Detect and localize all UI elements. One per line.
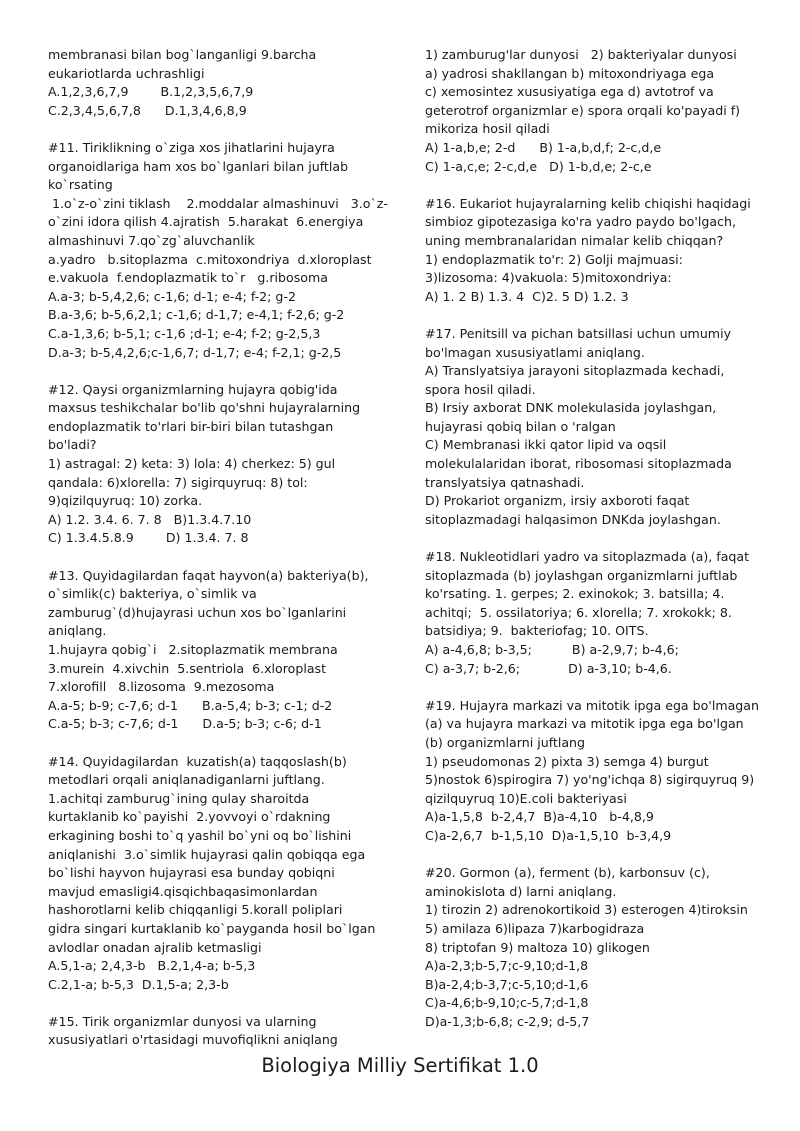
text-line: #13. Quyidagilardan faqat hayvon(a) bakteriya(b), [48,567,369,583]
text-line: C.2,3,4,5,6,7,8 D.1,3,4,6,8,9 [48,102,247,118]
text-line: A)a-1,5,8 b-2,4,7 B)a-4,10 b-4,8,9 [425,809,654,825]
text-line: 8) triptofan 9) maltoza 10) glikogen [425,939,650,955]
text-line: C) 1.3.4.5.8.9 D) 1.3.4. 7. 8 [48,530,249,546]
text-line: batsidiya; 9. bakteriofag; 10. OITS. [425,623,649,639]
text-line: (a) va hujayra markazi va mitotik ipga ega bo'lgan [425,716,744,732]
text-line: #18. Nukleotidlari yadro va sitoplazmada (a), faqat [425,549,750,565]
paragraph-gap [425,529,770,548]
text-line: qandala: 6)xlorella: 7) sigirquyruq: 8) tol: [48,474,308,490]
paragraph-gap [48,994,388,1013]
text-line: A) 1-a,b,e; 2-d B) 1-a,b,d,f; 2-c,d,e [425,139,662,155]
text-line: spora hosil qiladi. [425,381,536,397]
text-line: zamburug`(d)hujayrasi uchun xos bo`lganlarini [48,604,347,620]
text-line: endoplazmatik to'rlari bir-biri bilan tutashgan [48,418,334,434]
text-line: e.vakuola f.endoplazmatik to`r g.ribosoma [48,270,328,286]
text-line: translyatsiya qatnashadi. [425,474,585,490]
text-line: 5)nostok 6)spirogira 7) yo'ng'ichqa 8) sigirquyruq 9) [425,772,755,788]
text-line: 1) endoplazmatik to'r: 2) Golji majmuasi: [425,251,683,267]
text-line: 3)lizosoma: 4)vakuola: 5)mitoxondriya: [425,270,672,286]
text-line: gidra singari kurtaklanib ko`payganda hosil bo`lgan [48,920,376,936]
text-line: hashorotlarni kelib chiqqanligi 5.korall poliplari [48,902,343,918]
text-line: 1) zamburug'lar dunyosi 2) bakteriyalar dunyosi [425,47,737,62]
text-line: C.a-1,3,6; b-5,1; c-1,6 ;d-1; e-4; f-2; g-2,5,3 [48,325,321,341]
text-line: 1) pseudomonas 2) pixta 3) semga 4) burgut [425,753,709,769]
text-line: A) 1.2. 3.4. 6. 7. 8 B)1.3.4.7.10 [48,511,252,527]
text-line: organoidlariga ham xos bo`lganlari bilan juftlab [48,158,349,174]
text-line: 7.xlorofill 8.lizosoma 9.mezosoma [48,679,275,695]
text-line: mavjud emasligi4.qisqichbaqasimonlardan [48,883,318,899]
text-line: o`zini idora qilish 4.ajratish 5.harakat 6.energiya [48,214,364,230]
paragraph-gap [425,678,770,697]
text-line: kurtaklanib ko`payishi 2.yovvoyi o`rdakning [48,809,331,825]
text-line: B.a-3,6; b-5,6,2,1; c-1,6; d-1,7; e-4,1; f-2,6; g-2 [48,307,345,323]
text-line: C) 1-a,c,e; 2-c,d,e D) 1-b,d,e; 2-c,e [425,158,652,174]
text-line: 1.o`z-o`zini tiklash 2.moddalar almashinuvi 3.o`z- [48,195,388,211]
text-line: bo`lishi hayvon hujayrasi esa bunday qobiqni [48,865,335,881]
text-line: #15. Tirik organizmlar dunyosi va ularning [48,1013,317,1029]
text-line: #11. Tiriklikning o`ziga xos jihatlarini hujayra [48,139,335,155]
text-line: molekulalaridan iborat, ribosomasi sitoplazmada [425,456,732,472]
text-line: A.5,1-a; 2,4,3-b B.2,1,4-a; b-5,3 [48,958,256,974]
text-line: membranasi bilan bog`langanligi 9.barcha [48,47,317,62]
paragraph-gap [425,846,770,865]
text-line: C)a-4,6;b-9,10;c-5,7;d-1,8 [425,995,589,1011]
text-line: bo'ladi? [48,437,97,453]
text-line: 1) astragal: 2) keta: 3) lola: 4) cherkez: 5) gul [48,456,336,472]
text-line: #19. Hujayra markazi va mitotik ipga ega bo'lmagan [425,697,759,713]
text-line: c) xemosintez xususiyatiga ega d) avtotrof va [425,84,714,100]
text-line: a) yadrosi shakllangan b) mitoxondriyaga ega [425,65,715,81]
text-line: 1.achitqi zamburug`ining qulay sharoitda [48,790,310,806]
text-line: B) Irsiy axborat DNK molekulasida joylashgan, [425,400,717,416]
text-line: bo'lmagan xususiyatlami aniqlang. [425,344,645,360]
text-line: eukariotlarda uchrashligi [48,65,205,81]
text-line: 5) amilaza 6)lipaza 7)karbogidraza [425,920,645,936]
text-line: #12. Qaysi organizmlarning hujayra qobig'ida [48,381,338,397]
paragraph-gap [48,734,388,753]
text-line: C) a-3,7; b-2,6; D) a-3,10; b-4,6. [425,660,672,676]
text-line: simbioz gipotezasiga ko'ra yadro paydo bo'lgach, [425,214,736,230]
text-line: a.yadro b.sitoplazma c.mitoxondriya d.xloroplast [48,251,372,267]
text-line: B)a-2,4;b-3,7;c-5,10;d-1,6 [425,976,589,992]
text-line: C)a-2,6,7 b-1,5,10 D)a-1,5,10 b-3,4,9 [425,827,672,843]
paragraph-gap [48,548,388,567]
text-line: D.a-3; b-5,4,2,6;c-1,6,7; d-1,7; e-4; f-2,1; g-2,5 [48,344,342,360]
paragraph-gap [48,120,388,139]
text-line: A)a-2,3;b-5,7;c-9,10;d-1,8 [425,958,589,974]
text-line: aniqlanishi 3.o`simlik hujayrasi qalin qobiqqa ega [48,846,366,862]
paragraph-gap [425,176,770,195]
text-line: C) Membranasi ikki qator lipid va oqsil [425,437,667,453]
right-column [425,46,770,1031]
page-footer: Biologiya Milliy Sertifikat 1.0 [261,1054,539,1077]
paragraph-gap [48,362,388,381]
text-line: achitqi; 5. ossilatoriya; 6. xlorella; 7. xrokokk; 8. [425,604,732,620]
text-line: erkagining boshi to`q yashil bo`yni oq bo`lishini [48,827,352,843]
text-line: #17. Penitsill va pichan batsillasi uchun umumiy [425,325,732,341]
text-line: A.a-3; b-5,4,2,6; c-1,6; d-1; e-4; f-2; g-2 [48,288,296,304]
text-line: qizilquyruq 10)E.coli bakteriyasi [425,790,627,806]
text-line: A.a-5; b-9; c-7,6; d-1 B.a-5,4; b-3; c-1; d-2 [48,697,333,713]
text-line: 9)qizilquyruq: 10) zorka. [48,493,203,509]
text-line: A.1,2,3,6,7,9 B.1,2,3,5,6,7,9 [48,84,254,100]
text-line: metodlari orqali aniqlanadiganlarni juftlang. [48,772,325,788]
text-line: D) Prokariot organizm, irsiy axboroti faqat [425,493,690,509]
text-line: ko`rsating [48,177,113,193]
paragraph-gap [425,306,770,325]
text-line: 1.hujayra qobig`i 2.sitoplazmatik membrana [48,642,338,657]
text-line: avlodlar onadan ajralib ketmasligi [48,939,262,955]
text-line: A) a-4,6,8; b-3,5; B) a-2,9,7; b-4,6; [425,642,679,657]
text-line: almashinuvi 7.qo`zg`aluvchanlik [48,232,255,248]
text-line: aminokislota d) larni aniqlang. [425,883,617,899]
text-line: xususiyatlari o'rtasidagi muvofiqlikni aniqlang [48,1032,338,1048]
text-line: #16. Eukariot hujayralarning kelib chiqishi haqidagi [425,195,751,211]
text-line: aniqlang. [48,623,107,639]
text-line: o`simlik(c) bakteriya, o`simlik va [48,586,257,602]
text-line: uning membranalaridan nimalar kelib chiqqan? [425,232,724,248]
left-column [48,46,388,1050]
text-line: hujayrasi qobiq bilan o 'ralgan [425,418,616,434]
text-line: sitoplazmadagi halqasimon DNKda joylashgan. [425,511,721,527]
text-line: 1) tirozin 2) adrenokortikoid 3) esterogen 4)tiroksin [425,902,748,918]
text-line: geterotrof organizmlar e) spora orqali ko'payadi f) [425,102,741,118]
text-line: C.2,1-a; b-5,3 D.1,5-a; 2,3-b [48,976,229,992]
text-line: mikoriza hosil qiladi [425,121,550,137]
text-line: maxsus teshikchalar bo'lib qo'shni hujayralarning [48,400,361,416]
text-line: C.a-5; b-3; c-7,6; d-1 D.a-5; b-3; c-6; d-1 [48,716,322,732]
text-line: 3.murein 4.xivchin 5.sentriola 6.xloroplast [48,660,327,676]
text-line: ko'rsating. 1. gerpes; 2. exinokok; 3. batsilla; 4. [425,586,725,602]
text-line: A) 1. 2 B) 1.3. 4 C)2. 5 D) 1.2. 3 [425,288,629,304]
text-line: A) Translyatsiya jarayoni sitoplazmada kechadi, [425,363,725,379]
text-line: sitoplazmada (b) joylashgan organizmlarni juftlab [425,567,738,583]
text-line: #14. Quyidagilardan kuzatish(a) taqqoslash(b) [48,753,347,769]
text-line: (b) organizmlarni juftlang [425,734,586,750]
text-line: D)a-1,3;b-6,8; c-2,9; d-5,7 [425,1013,590,1029]
text-line: #20. Gormon (a), ferment (b), karbonsuv (c), [425,865,710,881]
